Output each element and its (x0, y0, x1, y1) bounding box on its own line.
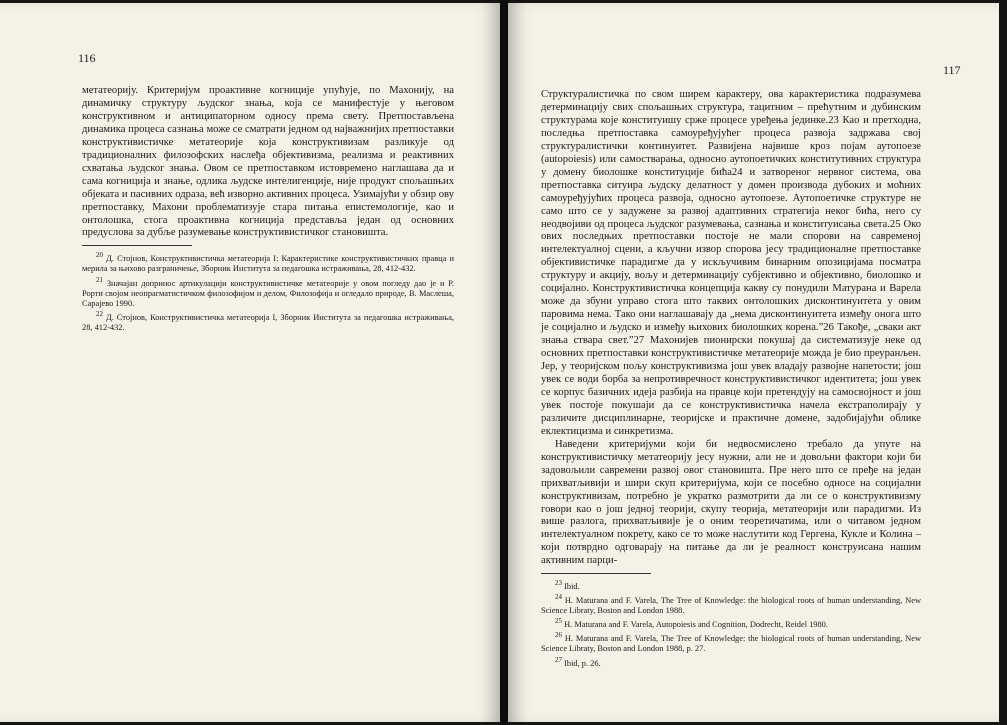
footnote-text: Ibid. (564, 582, 580, 592)
footnote (541, 616, 921, 630)
footnote-text: Д. Стојнов, Конструктивистичка метатеорија I: Карактеристике конструктивистичких правца и мерила за њихово разграничење, Зборник Института за педагошка истраживања, 28, 412-432. (82, 254, 454, 274)
book-spine (500, 0, 508, 725)
footnote (541, 592, 921, 616)
footnote (82, 250, 454, 274)
footnote (541, 630, 921, 654)
left-page (0, 3, 500, 722)
footnote-number: 24 (555, 593, 562, 602)
right-page-body (541, 89, 921, 669)
footnote-number: 25 (555, 617, 562, 626)
footnote-number: 21 (96, 275, 103, 284)
footnote-text: Значајан допринос артикулацији конструктивистичке метатеорије у овом погледу дао је и Р. Рорти својом неопрагматистичком филозофијом и делом, Филозофија и огледало природе, В. Маслеша, Сарајево 1990. (82, 278, 455, 308)
body-paragraph: Структуралистичка по свом ширем карактеру, ова карактеристика подразумева детерминацију свих спољашњих структура, тацитним – прећутним и дубинским структурама које конституишу срже процесе уређења јединке.23 Као и претходна, последња претпоставка самоуређујућег процеса развоја задржава свој структуралистички континуитет. Развијена највише кроз појам аутопоезе (autopoiesis) или самостварања, односно аутопоетичких конститутивних структура у домену биолошке конституције бића24 и затвореног нервног система, ова претпоставка ситуира људску делатност у домен производа дубоких и моћних самоуређујућих процеса развоја, односно аутопоезе. Аутопоетичке структуре не само што се у задужене за развој адаптивних стратегија неког бића, него су неодвојиви од процеса људског разумевања, сазнања и конституисања света.25 Око ових последњих претпоставки постоје не мали спорови на савременој интелектуалној сцени, а кључни извор спорова јесу традиционалне претпоставке објективистичке парадигме да у искључивим бинарним опозицијама посматра структуру и акцију, вољу и детерминацију субјективно и објективно, биолошко и социјално. Конструктивистичка концепција какву су понудили Матурана и Варела може да збуни управо стога што таквих онтолошких дисконтинуитета у овим паровима нема. Тако они наглашавају да „нема дисконтинуитета између онога што је социјално и људско и између њихових биолошких корена.”26 Такође, „сваки акт знања ствара свет.”27 Махонијев пионирски покушај да систематизује неке од основних претпоставки конструктивистичке метатеорије можда је био преуранљен. Јер, у теоријском пољу конструктивизма још увек владају развојне напетости; још увек се води борба за непротивречност конструктивистичког идентитета; још увек се корпус базичних идеја разбија на правце који претендују на самосвојност и још увек постоје покушаји да се конструктивистичка начела екстраполирају у различите дисциплинарне, теоријске и практичне домене, задобијајући облике еклектицизма и синкретизма. (541, 89, 921, 437)
footnote-text: H. Maturana and F. Varela, The Tree of Knowledge: the biological roots of human understanding, New Science Libraty, Boston and London 1988, p. 27. (541, 634, 921, 654)
footnote-rule (82, 245, 192, 246)
footnote (541, 578, 921, 592)
footnote-number: 27 (555, 655, 562, 664)
footnote-text: H. Maturana and F. Varela, Autopoiesis and Cognition, Dodrecht, Reidel 1980. (564, 620, 828, 630)
footnote-number: 22 (96, 310, 103, 319)
footnote (541, 655, 921, 669)
page-number: 116 (78, 51, 96, 65)
footnote-text: H. Maturana and F. Varela, The Tree of Knowledge: the biological roots of human understanding, New Science Libraty, Boston and London 1988. (541, 596, 921, 616)
footnote-text: Ibid, p. 26. (564, 658, 601, 668)
body-paragraph: Наведени критеријуми који би недвосмислено требало да упуте на конструктивистичку метатеорију јесу нужни, али не и довољни фактори који би задовољили савремени развој овог становишта. Пре него што се пређе на један прихватљивији и шири скуп критеријума, који се посебно односе на социјални конструктивизам, потребно је укратко размотрити да ли се о конструктивизму говори као о још једној теорији, скупу теорија, метатеорији или парадигми. Из више разлога, прихватљивије је о оним теоретичатима, или о читавом једном интелектуалном покрету, како се то може наслутити код Гергена, Кукле и Колина – који потврдно одговарају на питање да ли је реалност конструисана нашим активним парци- (541, 438, 921, 567)
left-page-body (82, 85, 454, 333)
footnote (82, 275, 454, 309)
footnote-number: 23 (555, 579, 562, 588)
right-page (508, 3, 999, 722)
page-number: 117 (943, 63, 961, 77)
footnote-text: Д. Стојнов, Конструктивистичка метатеорија I, Зборник Института за педагошка истраживања, 28, 412-432. (82, 312, 454, 333)
footnote (82, 309, 454, 333)
footnote-rule (541, 573, 651, 574)
footnote-number: 26 (555, 631, 562, 640)
footnote-number: 20 (96, 251, 103, 260)
body-paragraph: метатеорију. Критеријум проактивне когниције упућује, по Махонију, на динамичку структуру људског знања, која се манифестује у његовом конструктивном и антиципаторном односу према свету. Претпостављена динамика процеса сазнања може се сматрати једном од најважнијих претпоставки конструктивистичке метатеорије која конструктивизам разликује од традиционалних филозофских наслеђа објективизма, реализма и реактивних схватања људског знања. Овом се претпоставком истовремено наглашава да и сама когниција и знање, одлика људске интелигенције, није продукт спољашњих објеката и пасивних одраза, већ изворно активних процеса. Узимајући у обзир ову претпоставку, Махони проблематизује стара питања епистемологије, као и онтолошка, стога проактивна когниција представља један од основних предуслова за дубље разумевање конструктивистичког становишта. (82, 85, 454, 239)
